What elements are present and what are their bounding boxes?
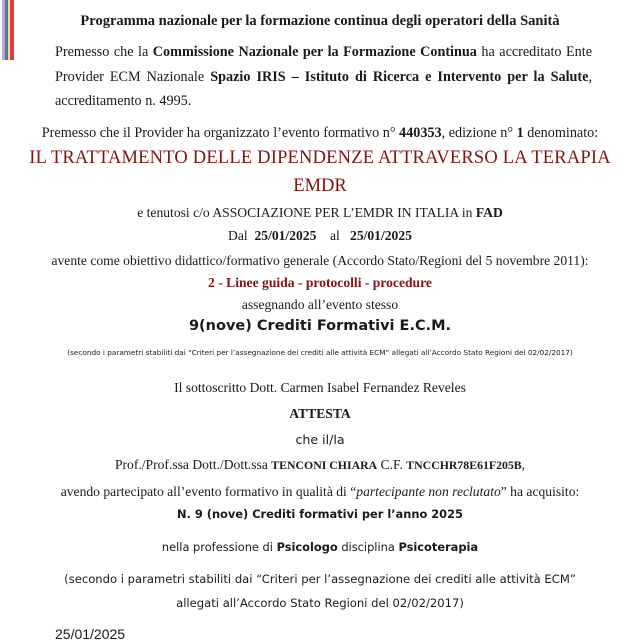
premise-line-1: Premesso che la Commissione Nazionale per la Formazione Continua ha accreditato Ente (55, 44, 592, 60)
provider-name: Spazio IRIS – Istituto di Ricerca e Intervento per la Salute (210, 68, 589, 85)
participant-role: partecipante non reclutato (356, 484, 501, 499)
event-title-line-1: IL TRATTAMENTO DELLE DIPENDENZE ATTRAVERSO LA TERAPIA (29, 148, 611, 168)
date-from: 25/01/2025 (254, 228, 317, 243)
criteria-note-line-2: allegati all’Accordo Stato Regioni del 02/02/2017) (176, 596, 464, 610)
participant-name: TENCONI CHIARA (271, 458, 378, 472)
decorative-stripes (2, 0, 14, 60)
event-title-line-2: EMDR (293, 176, 347, 196)
commission-name: Commissione Nazionale per la Formazione Continua (152, 44, 477, 60)
signer: Il sottoscritto Dott. Carmen Isabel Fernandez Reveles (174, 380, 466, 395)
accreditation-number: accreditamento n. 4995. (55, 93, 192, 109)
profession: Psicologo (276, 540, 338, 554)
participant-line: Prof./Prof.ssa Dott./Dott.ssa TENCONI CHIARA C.F. TNCCHR78E61F205B, (114, 457, 526, 472)
che-il-la: che il/la (295, 432, 345, 447)
event-number: 440353 (399, 125, 442, 141)
attesta-heading: ATTESTA (289, 406, 351, 421)
edition-number: 1 (516, 125, 524, 141)
objective-intro: avente come obiettivo didattico/formativo generale (Accordo Stato/Regioni del 5 novembre 2011): (51, 253, 589, 268)
premise-line-2: Provider ECM Nazionale Spazio IRIS – Istituto di Ricerca e Intervento per la Salute, (55, 68, 592, 85)
participation-line: avendo partecipato all’evento formativo in qualità di “partecipante non reclutato” ha acquisito: (60, 484, 580, 499)
event-credits: 9(nove) Crediti Formativi E.C.M. (188, 318, 452, 334)
issue-date: 25/01/2025 (55, 626, 126, 642)
event-mode: FAD (475, 205, 503, 220)
premise-event: Premesso che il Provider ha organizzato l’evento formativo n° 440353, edizione n° 1 denominato: (41, 125, 599, 141)
fiscal-code: TNCCHR78E61F205B (406, 458, 522, 472)
event-dates: Dal 25/01/2025 al 25/01/2025 (228, 228, 412, 243)
criteria-note-line-1: (secondo i parametri stabiliti dai “Criteri per l’assegnazione dei crediti alle attività ECM” (64, 572, 576, 586)
premise-accreditation (55, 40, 592, 114)
date-to: 25/01/2025 (350, 228, 412, 243)
profession-line: nella professione di Psicologo disciplina Psicoterapia (161, 540, 479, 554)
event-location: e tenutosi c/o ASSOCIAZIONE PER L’EMDR IN ITALIA in FAD (137, 205, 503, 220)
stripe-red (10, 0, 14, 60)
assigning-text: assegnando all’evento stesso (241, 297, 399, 312)
credits-awarded: N. 9 (nove) Crediti formativi per l’anno 2025 (177, 507, 463, 521)
objective: 2 - Linee guida - protocolli - procedure (208, 275, 432, 290)
program-title: Programma nazionale per la formazione continua degli operatori della Sanità (80, 13, 560, 29)
criteria-note: (secondo i parametri stabiliti dai “Criteri per l’assegnazione dei crediti alle attività ECM” allegati all’Accordo Stato Regioni del 02/02/2017) (67, 348, 573, 357)
discipline: Psicoterapia (398, 540, 479, 554)
